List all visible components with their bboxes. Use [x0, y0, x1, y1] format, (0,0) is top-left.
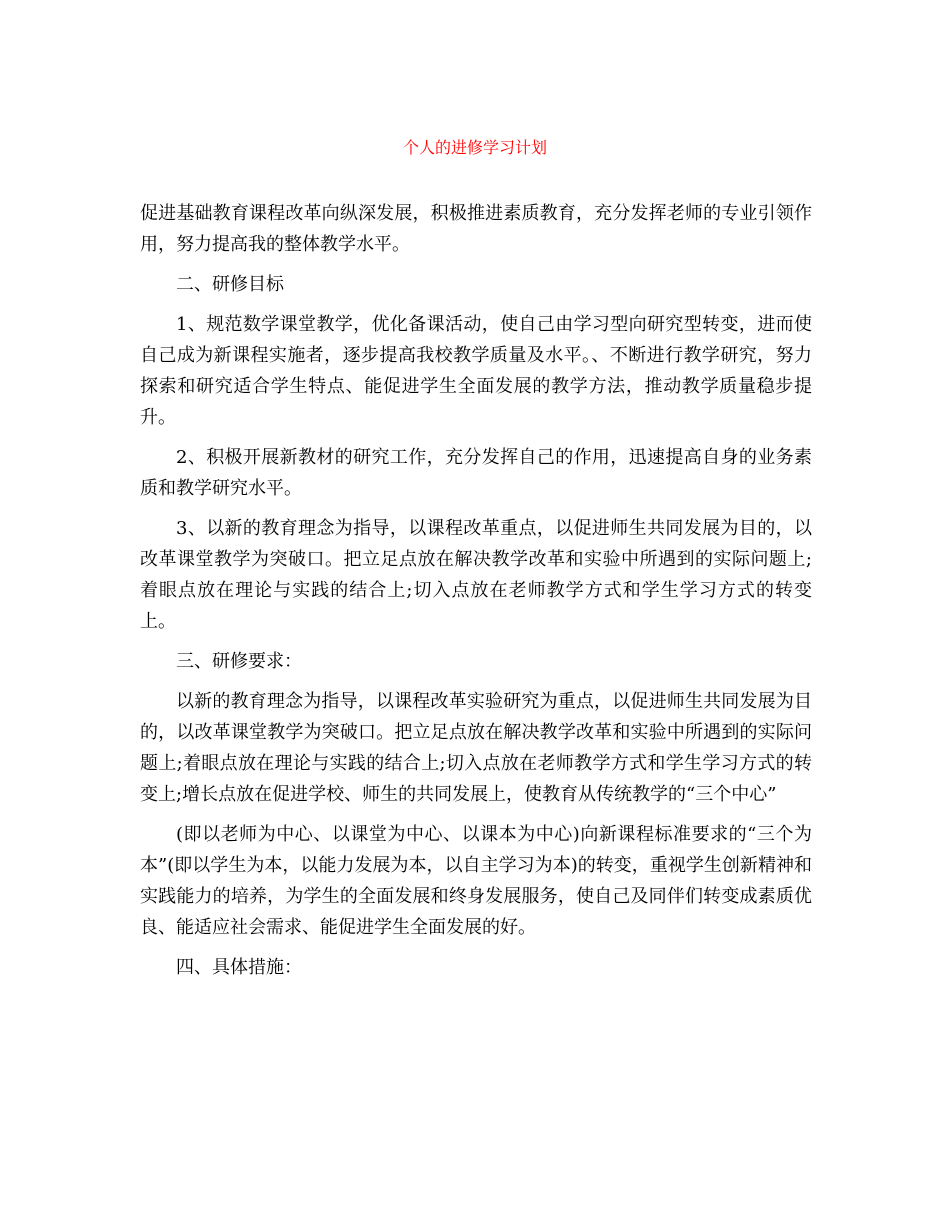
heading-research-goals: 二、研修目标: [176, 274, 284, 295]
document-body: [140, 198, 812, 992]
heading-research-requirements: 三、研修要求：: [176, 651, 302, 672]
paragraph-requirements-1: 以新的教育理念为指导，以课程改革实验研究为重点，以促进师生共同发展为目的，以改革课堂教学为突破口。把立足点放在解决教学改革和实验中所遇到的实际问题上;着眼点放在理论与实践的结合上;切入点放在老师教学方式和学生学习方式的转变上;增长点放在促进学校、师生的共同发展上，使教育从传统教学的“三个中心”: [140, 691, 812, 805]
paragraph-goal-3: 3、以新的教育理念为指导，以课程改革重点，以促进师生共同发展为目的，以改革课堂教学为突破口。把立足点放在解决教学改革和实验中所遇到的实际问题上;着眼点放在理论与实践的结合上;切入点放在老师教学方式和学生学习方式的转变上。: [140, 518, 812, 632]
paragraph-goal-1: 1、规范数学课堂教学，优化备课活动，使自己由学习型向研究型转变，进而使自己成为新课程实施者，逐步提高我校教学质量及水平。、不断进行教学研究，努力探索和研究适合学生特点、能促进学生全面发展的教学方法，推动教学质量稳步提升。: [140, 314, 812, 428]
heading-specific-measures: 四、具体措施：: [176, 957, 302, 978]
paragraph-requirements-2: (即以老师为中心、以课堂为中心、以课本为中心)向新课程标准要求的“三个为本”(即以学生为本，以能力发展为本，以自主学习为本)的转变，重视学生创新精神和实践能力的培养，为学生的全面发展和终身发展服务，使自己及同伴们转变成素质优良、能适应社会需求、能促进学生全面发展的好。: [140, 824, 812, 938]
paragraph-goal-2: 2、积极开展新教材的研究工作，充分发挥自己的作用，迅速提高自身的业务素质和教学研究水平。: [140, 447, 812, 499]
paragraph-intro: 促进基础教育课程改革向纵深发展，积极推进素质教育，充分发挥老师的专业引领作用，努力提高我的整体教学水平。: [140, 203, 812, 255]
document-title: 个人的进修学习计划: [402, 138, 547, 157]
